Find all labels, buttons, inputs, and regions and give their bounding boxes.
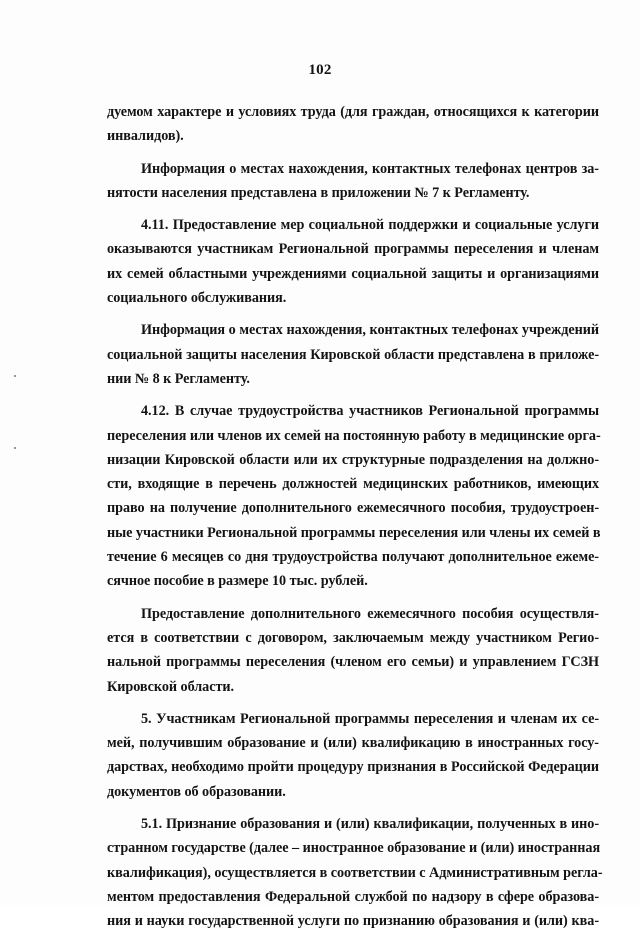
text-line: мей, получившим образование и (или) квалификацию в иностранных госу- — [107, 735, 599, 752]
text-line: их семей областными учреждениями социальной защиты и организациями — [107, 265, 599, 282]
page-number: 102 — [308, 62, 332, 78]
scan-speck — [14, 375, 16, 377]
text-line: 5. Участникам Региональной программы переселения и членам их се- — [141, 710, 599, 727]
paragraph — [107, 318, 599, 391]
text-line: нятости населения представлена в приложении № 7 к Регламенту. — [107, 184, 530, 201]
paragraph — [107, 213, 599, 310]
text-line: ментом предоставления Федеральной службой по надзору в сфере образова- — [107, 888, 599, 905]
text-line: ется в соответствии с договором, заключаемым между участником Регио- — [107, 629, 599, 646]
text-line: ния и науки государственной услуги по признанию образования и (или) ква- — [107, 913, 599, 930]
text-line: Кировской области. — [107, 678, 235, 695]
paragraph — [107, 707, 599, 804]
document-body — [107, 100, 603, 942]
text-line: сти, входящие в перечень должностей медицинских работников, имеющих — [107, 476, 599, 493]
text-line: сячное пособие в размере 10 тыс. рублей. — [107, 573, 368, 590]
scan-speck — [14, 447, 16, 449]
text-line: дуемом характере и условиях труда (для граждан, относящихся к категории — [107, 104, 599, 120]
text-line: социальной защиты населения Кировской области представлена в приложе- — [107, 346, 599, 363]
text-line: инвалидов). — [107, 128, 184, 145]
text-line: квалификация), осуществляется в соответствии с Административным регла- — [107, 864, 603, 881]
text-line: нальной программы переселения (членом его семьи) и управлением ГСЗН — [107, 654, 599, 671]
paragraph — [107, 399, 599, 593]
text-line: нии № 8 к Регламенту. — [107, 370, 250, 387]
text-line: документов об образовании. — [107, 783, 286, 800]
text-line: 4.12. В случае трудоустройства участников Региональной программы — [141, 403, 599, 420]
text-line: оказываются участникам Региональной программы переселения и членам — [107, 241, 599, 258]
text-line: дарствах, необходимо пройти процедуру признания в Российской Федерации — [107, 759, 599, 776]
text-line: низации Кировской области или их структурные подразделения на должно- — [107, 451, 599, 468]
text-line: ные участники Региональной программы переселения или члены их семей в — [107, 524, 601, 541]
text-line: 5.1. Признание образования и (или) квалификации, полученных в ино- — [141, 816, 599, 833]
text-line: Информация о местах нахождения, контактных телефонах центров за- — [141, 160, 599, 177]
text-line: переселения или членов их семей на постоянную работу в медицинские орга- — [107, 427, 601, 444]
text-line: 4.11. Предоставление мер социальной поддержки и социальные услуги — [141, 217, 599, 234]
paragraph — [107, 602, 599, 699]
text-line: право на получение дополнительного ежемесячного пособия, трудоустроен- — [107, 500, 599, 517]
text-line: социального обслуживания. — [107, 290, 287, 307]
paragraph — [107, 157, 599, 206]
paragraph — [107, 812, 603, 933]
text-line: Предоставление дополнительного ежемесячного пособия осуществля- — [141, 605, 599, 622]
paragraph — [107, 100, 599, 149]
text-line: странном государстве (далее – иностранное образование и (или) иностранная — [107, 840, 601, 857]
text-line: Информация о местах нахождения, контактных телефонах учреждений — [141, 322, 599, 339]
text-line: течение 6 месяцев со дня трудоустройства получают дополнительное ежеме- — [107, 549, 599, 566]
